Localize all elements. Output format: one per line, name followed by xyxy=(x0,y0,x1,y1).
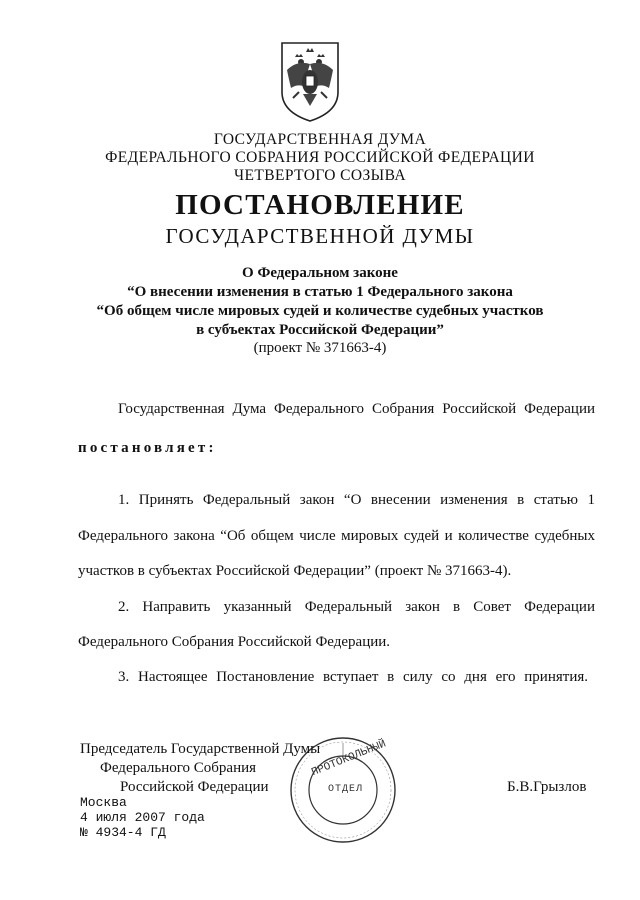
project-number: (проект № 371663-4) xyxy=(253,340,387,356)
item-2-line-1: 2. Направить указанный Федеральный закон в Совет Федерации xyxy=(118,599,595,615)
header-line-convocation: ЧЕТВЕРТОГО СОЗЫВА xyxy=(234,167,406,184)
header-line-assembly: ФЕДЕРАЛЬНОГО СОБРАНИЯ РОССИЙСКОЙ ФЕДЕРАЦИИ xyxy=(105,149,535,166)
document-subtitle: ГОСУДАРСТВЕННОЙ ДУМЫ xyxy=(165,224,475,248)
subject-line-4: в субъектах Российской Федерации” xyxy=(196,322,444,338)
subject-line-1: О Федеральном законе xyxy=(242,265,398,281)
item-2-line-2: Федерального Собрания Российской Федерации. xyxy=(78,634,391,650)
body-intro: Государственная Дума Федерального Собрания Российской Федерации xyxy=(118,401,595,417)
item-1-line-1: 1. Принять Федеральный закон “О внесении изменения в статью 1 xyxy=(118,492,595,508)
item-1-line-2: Федерального закона “Об общем числе мировых судей и количестве судебных xyxy=(78,528,595,544)
subject-line-3: “Об общем числе мировых судей и количестве судебных участков xyxy=(96,303,544,319)
footer-number: № 4934-4 ГД xyxy=(80,825,166,840)
item-3-line-1: 3. Настоящее Постановление вступает в силу со дня его принятия. xyxy=(118,669,588,685)
coat-of-arms-emblem xyxy=(279,40,341,124)
signature-position-line-3: Российской Федерации xyxy=(120,779,269,795)
signatory-name: Б.В.Грызлов xyxy=(507,779,587,795)
document-title: ПОСТАНОВЛЕНИЕ xyxy=(175,189,465,221)
header-line-duma: ГОСУДАРСТВЕННАЯ ДУМА xyxy=(213,131,427,148)
footer-city: Москва xyxy=(80,795,127,810)
body-resolves: постановляет: xyxy=(78,440,217,456)
footer-date: 4 июля 2007 года xyxy=(80,810,205,825)
subject-line-2: “О внесении изменения в статью 1 Федерального закона xyxy=(127,284,513,300)
signature-position-line-1: Председатель Государственной Думы xyxy=(80,741,321,757)
signature-position-line-2: Федерального Собрания xyxy=(100,760,257,776)
stamp-center-text: ОТДЕЛ xyxy=(328,784,364,795)
item-1-line-3: участков в субъектах Российской Федерации” (проект № 371663-4). xyxy=(78,563,512,579)
stamp-top-text: ПРОТОКОЛЬНЫЙ xyxy=(310,738,388,780)
